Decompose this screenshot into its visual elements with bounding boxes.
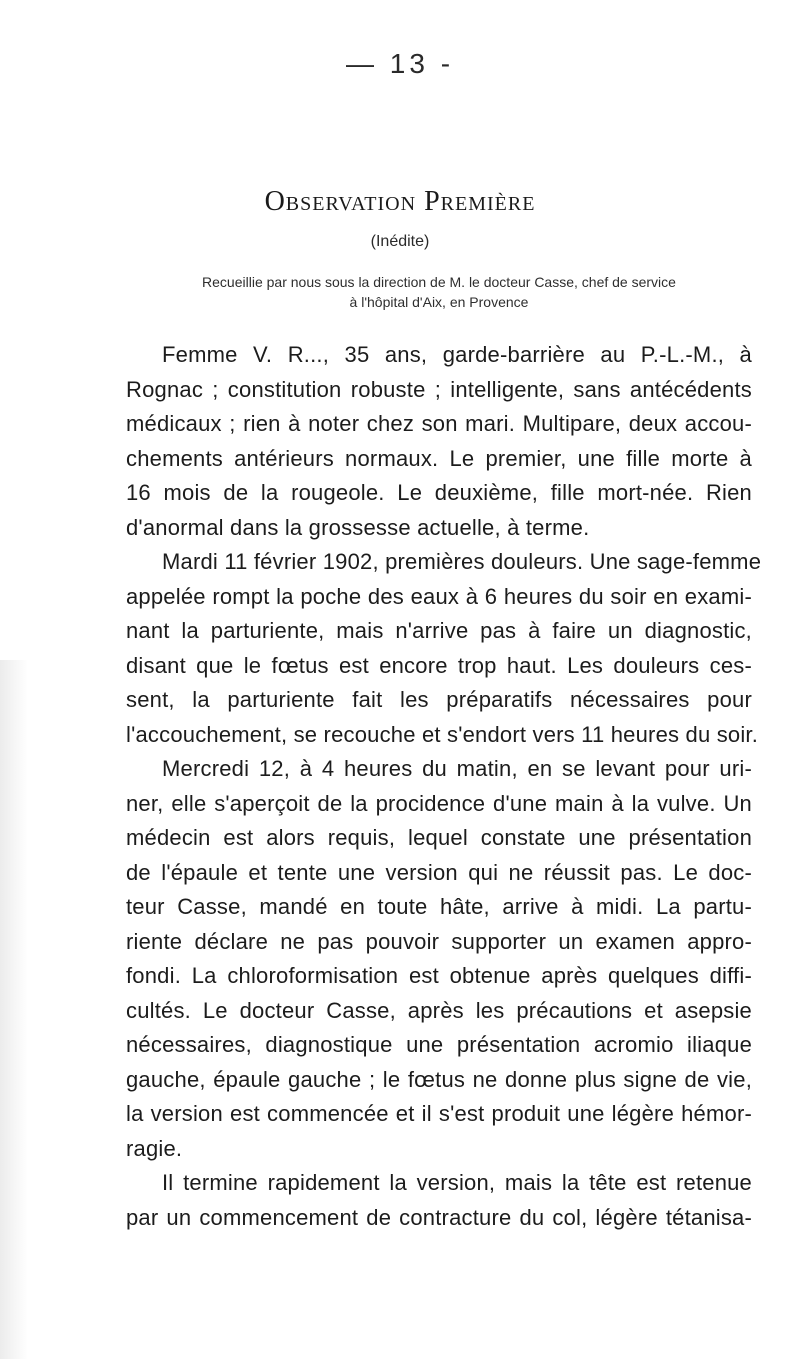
text-line: Femme V. R..., 35 ans, garde-barrière au P.-L.-M., à bbox=[162, 342, 752, 367]
text-line: Rognac ; constitution robuste ; intelligente, sans antécédents bbox=[126, 376, 752, 402]
subheading: (Inédite) bbox=[370, 233, 430, 250]
text-line: par un commencement de contracture du col, légère tétanisa- bbox=[126, 1204, 752, 1230]
observation-heading: Observation Première bbox=[264, 186, 536, 217]
text-line: ner, elle s'aperçoit de la procidence d'une main à la vulve. Un bbox=[126, 790, 752, 816]
note-line: à l'hôpital d'Aix, en Provence bbox=[349, 294, 529, 310]
text-line: de l'épaule et tente une version qui ne réussit pas. Le doc- bbox=[126, 859, 752, 885]
attribution-note bbox=[126, 272, 752, 312]
text-line: nant la parturiente, mais n'arrive pas à faire un diagnostic, bbox=[126, 618, 752, 643]
body-text bbox=[126, 338, 762, 1235]
note-line: Recueillie par nous sous la direction de M. le docteur Casse, chef de service bbox=[202, 274, 676, 290]
text-line: gauche, épaule gauche ; le fœtus ne donne plus signe de vie, bbox=[126, 1066, 752, 1092]
page-edge-shadow bbox=[0, 660, 28, 1359]
text-line: riente déclare ne pas pouvoir supporter un examen appro- bbox=[126, 928, 752, 954]
text-line: appelée rompt la poche des eaux à 6 heures du soir en exami- bbox=[126, 583, 752, 609]
text-line: cultés. Le docteur Casse, après les précautions et asepsie bbox=[126, 997, 752, 1023]
text-line: Mardi 11 février 1902, premières douleurs. Une sage-femme bbox=[162, 549, 762, 574]
text-line: Mercredi 12, à 4 heures du matin, en se levant pour uri- bbox=[162, 756, 752, 781]
text-line: 16 mois de la rougeole. Le deuxième, fille mort-née. Rien bbox=[126, 480, 752, 505]
text-line: sent, la parturiente fait les préparatifs nécessaires pour bbox=[126, 687, 752, 712]
text-line: Il termine rapidement la version, mais la tête est retenue bbox=[162, 1170, 752, 1195]
text-line: la version est commencée et il s'est produit une légère hémor- bbox=[126, 1101, 752, 1126]
text-line: fondi. La chloroformisation est obtenue après quelques diffi- bbox=[126, 963, 752, 988]
text-line: médecin est alors requis, lequel constate une présentation bbox=[126, 825, 752, 850]
text-line: médicaux ; rien à noter chez son mari. Multipare, deux accou- bbox=[126, 411, 752, 436]
text-line: chements antérieurs normaux. Le premier, une fille morte à bbox=[126, 445, 752, 471]
text-line: teur Casse, mandé en toute hâte, arrive à midi. La partu- bbox=[126, 894, 752, 919]
text-line: d'anormal dans la grossesse actuelle, à terme. bbox=[126, 514, 590, 540]
text-line: disant que le fœtus est encore trop haut. Les douleurs ces- bbox=[126, 652, 752, 678]
text-line: nécessaires, diagnostique une présentation acromio iliaque bbox=[126, 1032, 752, 1057]
text-line: ragie. bbox=[126, 1135, 183, 1161]
page-number: — 13 - bbox=[345, 48, 455, 79]
text-line: l'accouchement, se recouche et s'endort vers 11 heures du soir. bbox=[126, 721, 759, 747]
